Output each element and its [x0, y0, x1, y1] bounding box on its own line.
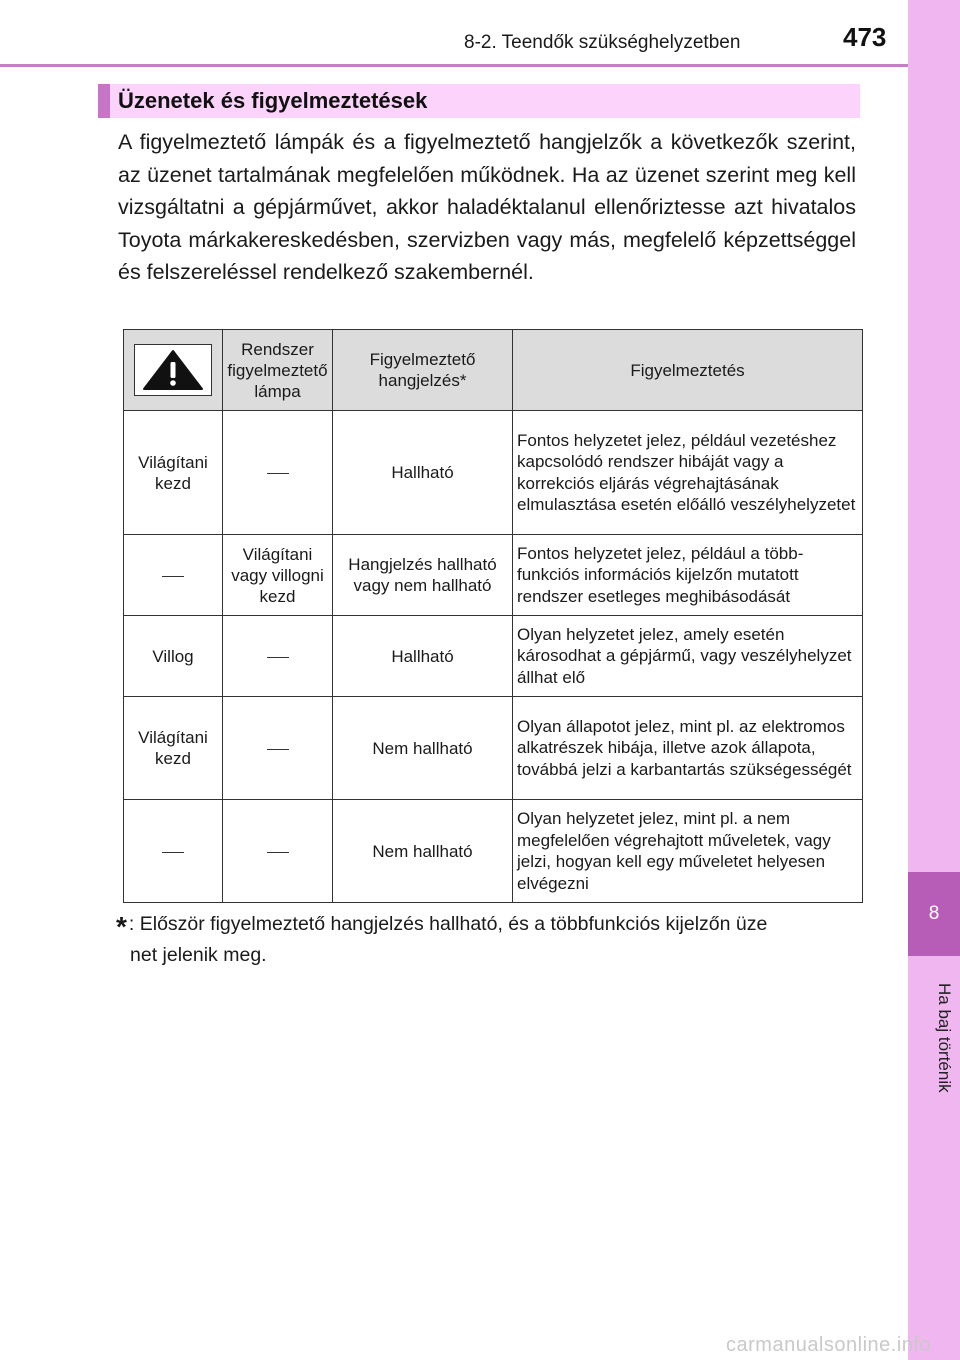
- intro-paragraph: A figyelmeztető lámpák és a figyelmeztető hangjelzők a következők szerint, az üzenet tartalmának megfelelően működnek. Ha az üzenet szerint meg kell vizsgáltatni a gépjárművet, akkor haladéktalanul ellenőriztesse azt hivatalos Toyota márkakereskedésben, szervizben vagy más, megfelelő képzettséggel és felszereléssel rendelkező szakembernél.: [118, 130, 856, 284]
- row-lamp-status: [223, 411, 333, 535]
- row-buzzer: Hallható: [333, 411, 513, 535]
- row-warning-text: Olyan helyzetet jelez, amely esetén károsodhat a gépjármű, vagy veszélyhelyzet állhat elő: [513, 616, 863, 697]
- row-warning-icon-status: [124, 800, 223, 903]
- dash-mark: [267, 749, 289, 750]
- header-section-title: 8-2. Teendők szükséghelyzetben: [464, 32, 741, 53]
- row-buzzer: Nem hallható: [333, 697, 513, 800]
- footnote-marker: *: [116, 911, 127, 942]
- dash-mark: [162, 852, 184, 853]
- row-buzzer: Hallható: [333, 616, 513, 697]
- row-lamp-status: Világítani vagy villogni kezd: [223, 535, 333, 616]
- table-row: [124, 411, 863, 535]
- table-row: [124, 697, 863, 800]
- row-warning-icon-status: Világítani kezd: [124, 411, 223, 535]
- header-icon-cell: [124, 330, 223, 411]
- row-buzzer: Nem hallható: [333, 800, 513, 903]
- row-lamp-status: [223, 697, 333, 800]
- row-warning-icon-status: Villog: [124, 616, 223, 697]
- row-warning-icon-status: [124, 535, 223, 616]
- warning-table: [123, 329, 863, 903]
- row-lamp-status: [223, 800, 333, 903]
- row-warning-text: Fontos helyzetet jelez, például vezetéshez kapcsolódó rendszer hibáját vagy a korrekciós eljárás végrehajtásának elmulasztása esetén előálló veszélyhelyzetet: [513, 411, 863, 535]
- table-row: [124, 616, 863, 697]
- footnote: [116, 910, 858, 970]
- row-warning-text: Olyan állapotot jelez, mint pl. az elektromos alkatrészek hibája, illetve azok állapota, továbbá jelzi a karbantartás szükségességét: [513, 697, 863, 800]
- header-system-lamp: Rendszer figyelmeztető lámpa: [223, 330, 333, 411]
- dash-mark: [267, 852, 289, 853]
- header-rule: [0, 64, 910, 67]
- chapter-number-badge: 8: [908, 872, 960, 956]
- chapter-label: Ha baj történik: [935, 983, 954, 1093]
- header-warning: Figyelmeztetés: [513, 330, 863, 411]
- table-row: [124, 535, 863, 616]
- dash-mark: [267, 473, 289, 474]
- section-heading: Üzenetek és figyelmeztetések: [98, 84, 860, 118]
- row-warning-text: Fontos helyzetet jelez, például a többfunkciós információs kijelzőn mutatott rendszer esetleges meghibásodását: [513, 535, 863, 616]
- footnote-line-2: net jelenik meg.: [130, 944, 267, 966]
- dash-mark: [162, 576, 184, 577]
- row-buzzer: Hangjelzés hallható vagy nem hallható: [333, 535, 513, 616]
- row-lamp-status: [223, 616, 333, 697]
- header-warning-buzzer: Figyelmeztető hangjelzés*: [333, 330, 513, 411]
- side-tab: [908, 0, 960, 1360]
- table-header-row: [124, 330, 863, 411]
- dash-mark: [267, 657, 289, 658]
- page-number: 473: [843, 22, 887, 52]
- row-warning-text: Olyan helyzetet jelez, mint pl. a nem megfelelően végrehajtott műveletek, vagy jelzi, hogyan kell egy műveletet helyesen elvégezni: [513, 800, 863, 903]
- footnote-line-1: : Először figyelmeztető hangjelzés hallható, és a többfunkciós kijelzőn üze: [128, 913, 768, 935]
- warning-triangle-icon: [134, 344, 212, 396]
- row-warning-icon-status: Világítani kezd: [124, 697, 223, 800]
- watermark: carmanualsonline.info: [726, 1334, 932, 1356]
- table-row: [124, 800, 863, 903]
